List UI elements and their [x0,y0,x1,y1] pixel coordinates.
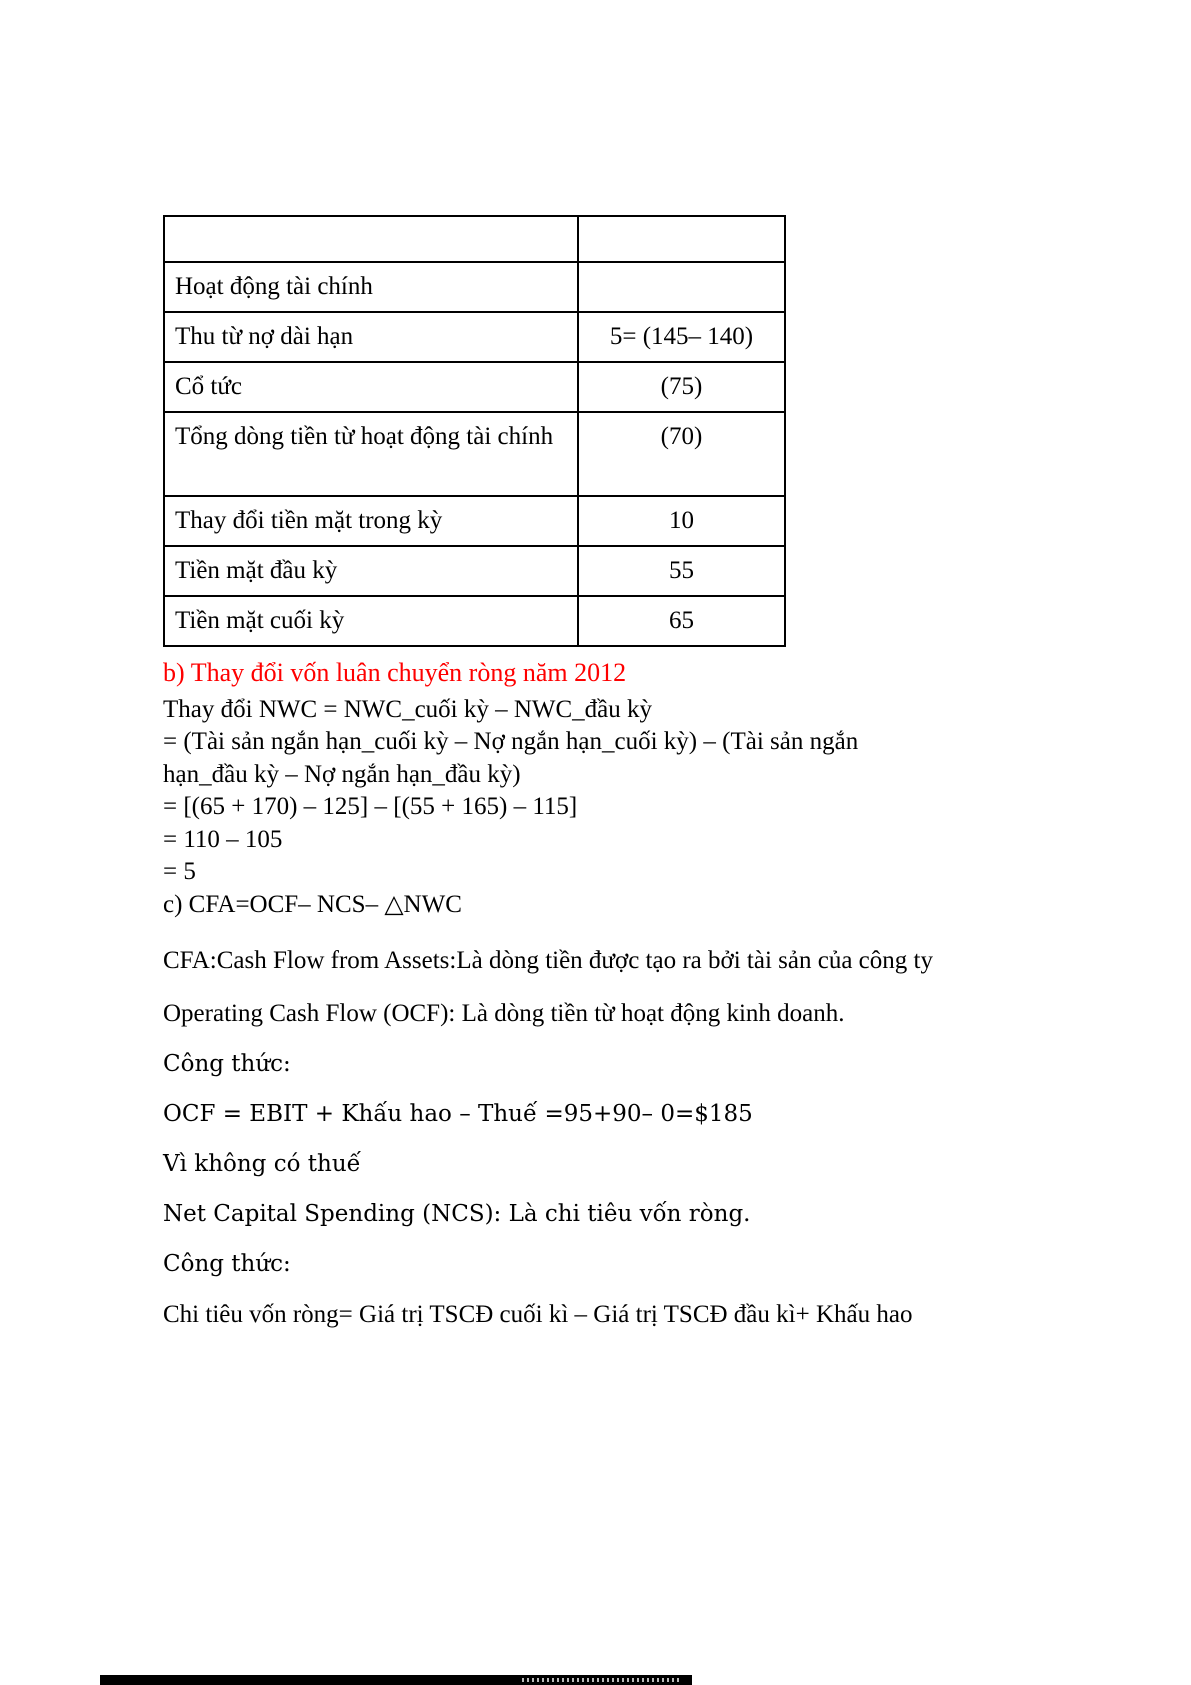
row-value-cell [578,216,785,262]
row-label-cell: Tổng dòng tiền từ hoạt động tài chính [164,412,578,496]
table-row [164,596,785,646]
nwc-line: Thay đổi NWC = NWC_cuối kỳ – NWC_đầu kỳ [163,695,653,723]
row-label-cell [164,216,578,262]
paragraph: Công thức: [163,1250,291,1277]
row-label-cell: Cổ tức [164,362,578,412]
nwc-line: = 110 – 105 [163,825,283,853]
table-row [164,412,785,496]
document-content [163,215,933,1352]
nwc-line: = (Tài sản ngắn hạn_cuối kỳ – Nợ ngắn hạn_cuối kỳ) – (Tài sản ngắn hạn_đầu kỳ – Nợ ngắn hạn_đầu kỳ) [163,728,859,788]
paragraph: Chi tiêu vốn ròng= Giá trị TSCĐ cuối kì – Giá trị TSCĐ đầu kì+ Khấu hao [163,1301,913,1329]
footer-bar [100,1675,692,1685]
nwc-line: = 5 [163,858,196,885]
table-row [164,362,785,412]
explanation-paragraphs [163,945,933,1332]
section-c-line: c) CFA=OCF– NCS– △NWC [163,890,462,918]
paragraph: Công thức: [163,1051,291,1077]
table-row [164,216,785,262]
paragraph: OCF = EBIT + Khấu hao – Thuế =95+90– 0=$185 [163,1100,753,1127]
row-label-cell: Thu từ nợ dài hạn [164,312,578,362]
nwc-calculation-block [163,694,908,922]
row-label-cell: Tiền mặt cuối kỳ [164,596,578,646]
paragraph: Net Capital Spending (NCS): Là chi tiêu vốn ròng. [163,1200,751,1227]
row-value-cell: (70) [578,412,785,496]
row-label-cell: Hoạt động tài chính [164,262,578,312]
nwc-line: = [(65 + 170) – 125] – [(55 + 165) – 115] [163,793,578,820]
table-row [164,546,785,596]
row-label-cell: Thay đổi tiền mặt trong kỳ [164,496,578,546]
table-row [164,312,785,362]
row-value-cell: 65 [578,596,785,646]
table-row [164,496,785,546]
section-b-heading: b) Thay đổi vốn luân chuyển ròng năm 2012 [163,658,627,687]
row-value-cell [578,262,785,312]
row-value-cell: 10 [578,496,785,546]
paragraph: Vì không có thuế [163,1150,361,1177]
table-row [164,262,785,312]
row-label-cell: Tiền mặt đầu kỳ [164,546,578,596]
cash-flow-table [163,215,786,647]
paragraph: Operating Cash Flow (OCF): Là dòng tiền từ hoạt động kinh doanh. [163,999,845,1027]
row-value-cell: (75) [578,362,785,412]
row-value-cell: 5= (145– 140) [578,312,785,362]
row-value-cell: 55 [578,546,785,596]
paragraph: CFA:Cash Flow from Assets:Là dòng tiền được tạo ra bởi tài sản của công ty [163,947,933,974]
